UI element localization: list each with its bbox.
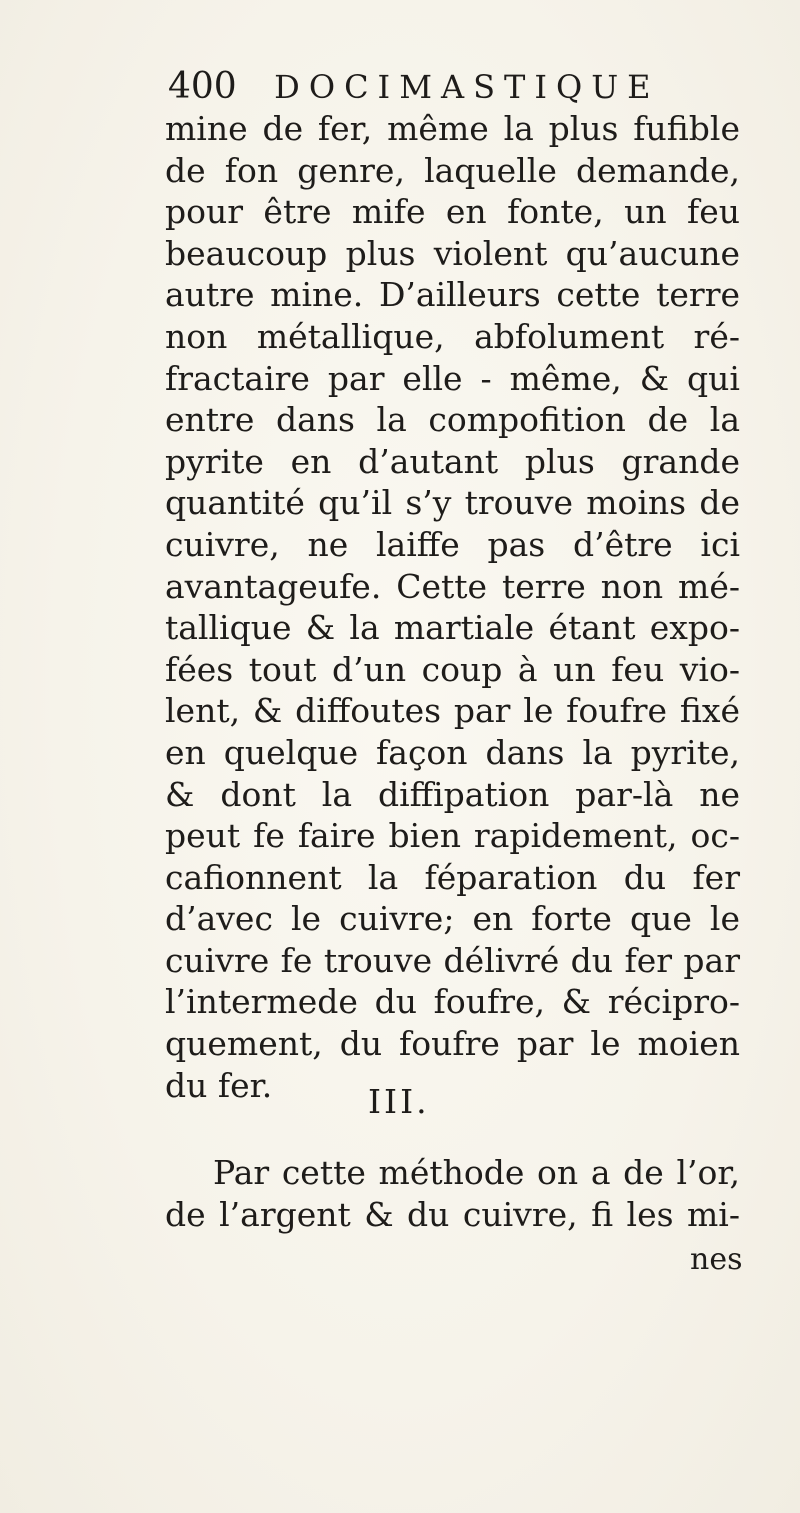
text-line: pyrite en d’autant plus grande [165,441,740,481]
text-line: autre mine. D’ailleurs cette terre [165,275,740,315]
text-line: cuivre, ne laiffe pas d’être ici [165,524,740,564]
text-line: de fon genre, laquelle demande, [165,150,740,190]
paragraph-2 [165,1152,740,1235]
running-title: DOCIMASTIQUE [274,68,660,106]
text-line: quantité qu’il s’y trouve moins de [165,483,740,523]
text-line: lent, & diffoutes par le foufre fixé [165,691,740,731]
text-line: entre dans la compofition de la [165,400,740,440]
text-line: peut fe faire bien rapidement, oc- [165,816,740,856]
page-number: 400 [168,66,237,107]
page-header [168,62,668,112]
catchword: nes [690,1242,743,1277]
text-line: cafionnent la féparation du fer [165,857,740,897]
text-line: fractaire par elle - même, & qui [165,358,740,398]
text-line: en quelque façon dans la pyrite, [165,732,740,772]
section-number: III. [368,1082,430,1121]
text-line: l’intermede du foufre, & récipro- [165,982,740,1022]
text-line: & dont la diffipation par-là ne [165,774,740,814]
text-line: avantageufe. Cette terre non mé- [165,566,740,606]
text-line: beaucoup plus violent qu’aucune [165,233,740,273]
paragraph-1 [165,108,740,1106]
text-line: non métallique, abfolument ré- [165,316,740,356]
text-line: quement, du foufre par le moien [165,1024,740,1064]
text-line: mine de fer, même la plus fufible [165,109,740,148]
text-line: fées tout d’un coup à un feu vio- [165,649,740,689]
text-line: du fer. [165,1065,273,1105]
text-line: cuivre fe trouve délivré du fer par [165,940,740,980]
text-line: pour être mife en fonte, un feu [165,192,740,232]
text-line: tallique & la martiale étant expo- [165,608,740,648]
text-line: d’avec le cuivre; en forte que le [165,899,740,939]
text-line: de l’argent & du cuivre, fi les mi- [165,1194,740,1234]
text-line: Par cette méthode on a de l’or, [213,1153,740,1192]
